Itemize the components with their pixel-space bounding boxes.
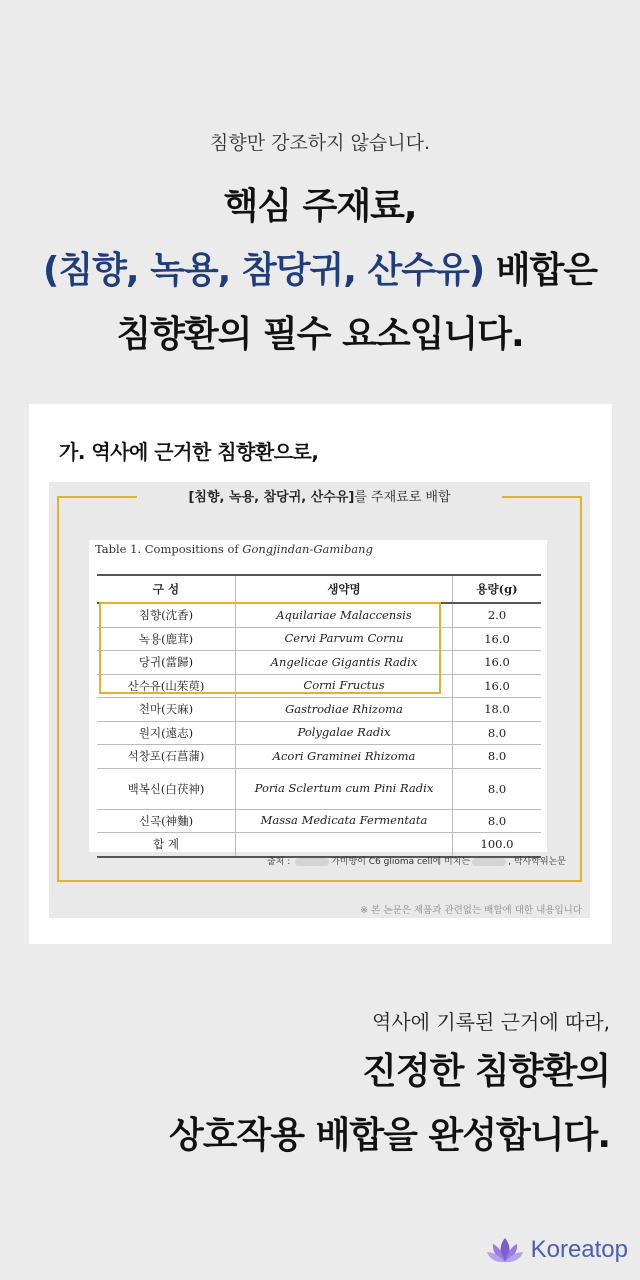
intro-headline [0, 175, 640, 367]
cell-herb-name: Massa Medicata Fermentata [236, 809, 453, 833]
table-row [97, 768, 541, 809]
cell-composition: 산수유(山茱萸) [97, 674, 236, 698]
headline-line3: 침향환의 필수 요소입니다. [116, 314, 524, 355]
cell-amount: 18.0 [453, 698, 542, 722]
header-amount: 용량(g) [453, 575, 542, 603]
cell-composition: 원지(遠志) [97, 721, 236, 745]
table-row [97, 698, 541, 722]
total-empty [236, 833, 453, 857]
cell-amount: 8.0 [453, 745, 542, 769]
source-citation [267, 854, 566, 867]
caption-prefix: Table 1. Compositions of [95, 542, 243, 556]
composition-table [97, 574, 541, 858]
source-prefix: 출처 : [266, 857, 294, 867]
outro-headline [169, 1040, 610, 1168]
outro-line2: 상호작용 배합을 완성합니다. [168, 1115, 610, 1156]
brand-name: Koreatop [530, 1236, 628, 1263]
cell-herb-name: Angelicae Gigantis Radix [236, 651, 453, 675]
outro-subtitle: 역사에 기록된 근거에 따라, [372, 1010, 610, 1034]
table-row [97, 721, 541, 745]
paper-excerpt [89, 540, 547, 852]
cell-composition: 침향(沈香) [97, 603, 236, 627]
cell-composition: 녹용(鹿茸) [97, 627, 236, 651]
cell-composition: 당귀(當歸) [97, 651, 236, 675]
composition-card [29, 404, 612, 944]
lotus-icon [485, 1235, 525, 1265]
table-row [97, 745, 541, 769]
cell-herb-name: Aquilariae Malaccensis [236, 603, 453, 627]
cell-herb-name: Poria Sclertum cum Pini Radix [236, 768, 453, 809]
redacted-blur [472, 858, 506, 866]
table-row [97, 627, 541, 651]
cell-composition: 백복신(白茯神) [97, 768, 236, 809]
cell-composition: 신곡(神麯) [97, 809, 236, 833]
cell-amount: 8.0 [453, 721, 542, 745]
frame-label-bold: [침향, 녹용, 참당귀, 산수유] [188, 490, 355, 505]
cell-herb-name: Polygalae Radix [236, 721, 453, 745]
total-amount: 100.0 [453, 833, 542, 857]
composition-panel [49, 482, 590, 918]
header-herb-name: 생약명 [236, 575, 453, 603]
table-row [97, 603, 541, 627]
cell-amount: 2.0 [453, 603, 542, 627]
cell-herb-name: Acori Graminei Rhizoma [236, 745, 453, 769]
headline-line2 [0, 239, 640, 303]
source-mid: 가미방이 C6 glioma cell에 미치는 [331, 857, 471, 867]
intro-subtitle: 침향만 강조하지 않습니다. [209, 132, 430, 154]
headline-line2-rest: 배합은 [484, 250, 598, 291]
card-title: 가. 역사에 근거한 침향환으로, [59, 440, 319, 464]
table-caption [95, 542, 373, 556]
frame-label-rest: 를 주재료로 배합 [354, 490, 451, 505]
cell-herb-name: Corni Fructus [236, 674, 453, 698]
redacted-blur [295, 858, 329, 866]
frame-label [49, 486, 590, 505]
cell-amount: 8.0 [453, 809, 542, 833]
headline-highlight: (침향, 녹용, 참당귀, 산수유) [42, 250, 485, 291]
table-row [97, 651, 541, 675]
brand-logo [485, 1232, 628, 1268]
table-total-row [97, 833, 541, 857]
cell-composition: 천마(天麻) [97, 698, 236, 722]
source-suffix: , 박사학위논문 [508, 857, 566, 867]
header-composition: 구 성 [97, 575, 236, 603]
cell-amount: 16.0 [453, 651, 542, 675]
disclaimer-note: ※ 본 논문은 제품과 관련없는 배합에 대한 내용입니다 [360, 905, 582, 916]
total-label: 합 계 [97, 833, 236, 857]
outro-line1: 진정한 침향환의 [362, 1051, 610, 1092]
cell-amount: 16.0 [453, 627, 542, 651]
cell-herb-name: Gastrodiae Rhizoma [236, 698, 453, 722]
cell-composition: 석창포(石菖蒲) [97, 745, 236, 769]
caption-italic: Gongjindan-Gamibang [242, 542, 373, 556]
table-row [97, 809, 541, 833]
table-header-row [97, 575, 541, 603]
cell-amount: 16.0 [453, 674, 542, 698]
headline-line1: 핵심 주재료, [223, 186, 417, 227]
cell-herb-name: Cervi Parvum Cornu [236, 627, 453, 651]
table-row [97, 674, 541, 698]
cell-amount: 8.0 [453, 768, 542, 809]
